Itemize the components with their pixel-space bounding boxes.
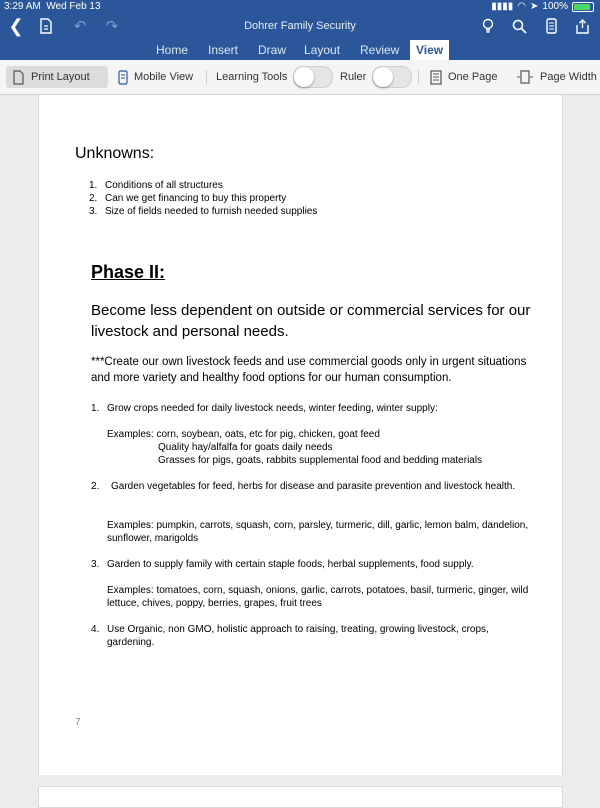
learning-tools-toggle[interactable] [293,66,333,88]
list-item: 1. Conditions of all structures [89,180,223,191]
mobile-view-icon [118,70,128,85]
list-item: 4. Use Organic, non GMO, holistic approach to raising, treating, growing livestock, crops, gardening. [91,624,489,648]
status-time-date: 3:29 AM Wed Feb 13 [4,1,101,12]
mobile-view-button[interactable] [118,66,193,88]
status-bar [0,0,600,14]
page-number: 7 [75,717,81,728]
search-icon[interactable] [509,16,529,36]
page-width-label: Page Width [540,71,597,83]
unknowns-heading: Unknowns: [75,145,155,162]
ribbon-divider [206,70,207,84]
print-layout-label: Print Layout [31,71,90,83]
tab-insert[interactable]: Insert [208,43,239,57]
list-item: 3. Garden to supply family with certain staple foods, herbal supplements, food supply. [91,559,474,570]
view-ribbon [0,60,600,95]
print-layout-button[interactable] [6,66,108,88]
one-page-button[interactable] [430,66,498,88]
phase-note-paragraph: ***Create our own livestock feeds and use commercial goods only in urgent situations and more variety and healthy food options for our human consumption. [91,356,527,384]
battery-percent: 100% [542,1,568,12]
ribbon-tabs [0,40,600,60]
tab-home[interactable]: Home [156,43,189,57]
learning-tools-control [216,66,333,88]
document-title: Dohrer Family Security [244,20,356,32]
status-indicators [491,1,594,12]
ribbon-divider [418,70,419,84]
ruler-control [340,66,412,88]
one-page-icon [430,70,442,85]
ruler-label: Ruler [340,71,367,83]
learning-tools-label: Learning Tools [216,71,288,83]
back-icon[interactable]: ❮ [8,15,24,36]
tab-draw[interactable]: Draw [258,43,287,57]
phase-lead-paragraph: Become less dependent on outside or commercial services for our livestock and personal needs. [91,302,531,340]
signal-icon: ▮▮▮▮ [491,1,514,12]
ruler-toggle[interactable] [372,66,412,88]
examples-block: Examples: corn, soybean, oats, etc for pig, chicken, goat feed Quality hay/alfalfa for goats daily needs Grasses for pigs, goats, rabbits supplemental food and bedding materials [107,429,483,466]
share-icon[interactable] [572,16,592,36]
print-layout-icon [12,70,25,85]
examples-block: Examples: tomatoes, corn, squash, onions, garlic, carrots, potatoes, basil, turmeric, ginger, wild lettuce, chives, poppy, berries, grapes, fruit trees [107,585,529,609]
document-page[interactable] [38,95,563,775]
location-icon: ➤ [530,1,539,12]
examples-block: Examples: pumpkin, carrots, squash, corn, parsley, turmeric, dill, garlic, lemon balm, dandelion, sunflower, marigolds [107,520,529,544]
tab-layout[interactable]: Layout [304,43,341,57]
list-item: 3. Size of fields needed to furnish needed supplies [89,206,318,217]
list-item: 2. Garden vegetables for feed, herbs for disease and parasite prevention and livestock health. [91,481,516,492]
unknowns-list [89,179,317,218]
title-bar [0,14,600,40]
phase-heading: Phase II: [91,262,166,282]
tab-review[interactable]: Review [360,43,400,57]
page-width-button[interactable] [516,66,597,88]
mobile-view-icon[interactable] [541,16,561,36]
mobile-view-label: Mobile View [134,71,194,83]
undo-icon[interactable]: ↶ [73,18,87,35]
list-item: 2. Can we get financing to buy this property [89,193,287,204]
page-width-icon [516,70,534,84]
list-item: 1. Grow crops needed for daily livestock needs, winter feeding, winter supply: [91,403,438,414]
wifi-icon: ◠ [517,1,527,12]
redo-icon[interactable]: ↷ [105,18,119,35]
battery-icon [572,2,594,12]
tab-view[interactable]: View [410,40,449,61]
one-page-label: One Page [448,71,498,83]
next-page-edge [38,786,563,808]
lightbulb-icon[interactable] [478,16,498,36]
